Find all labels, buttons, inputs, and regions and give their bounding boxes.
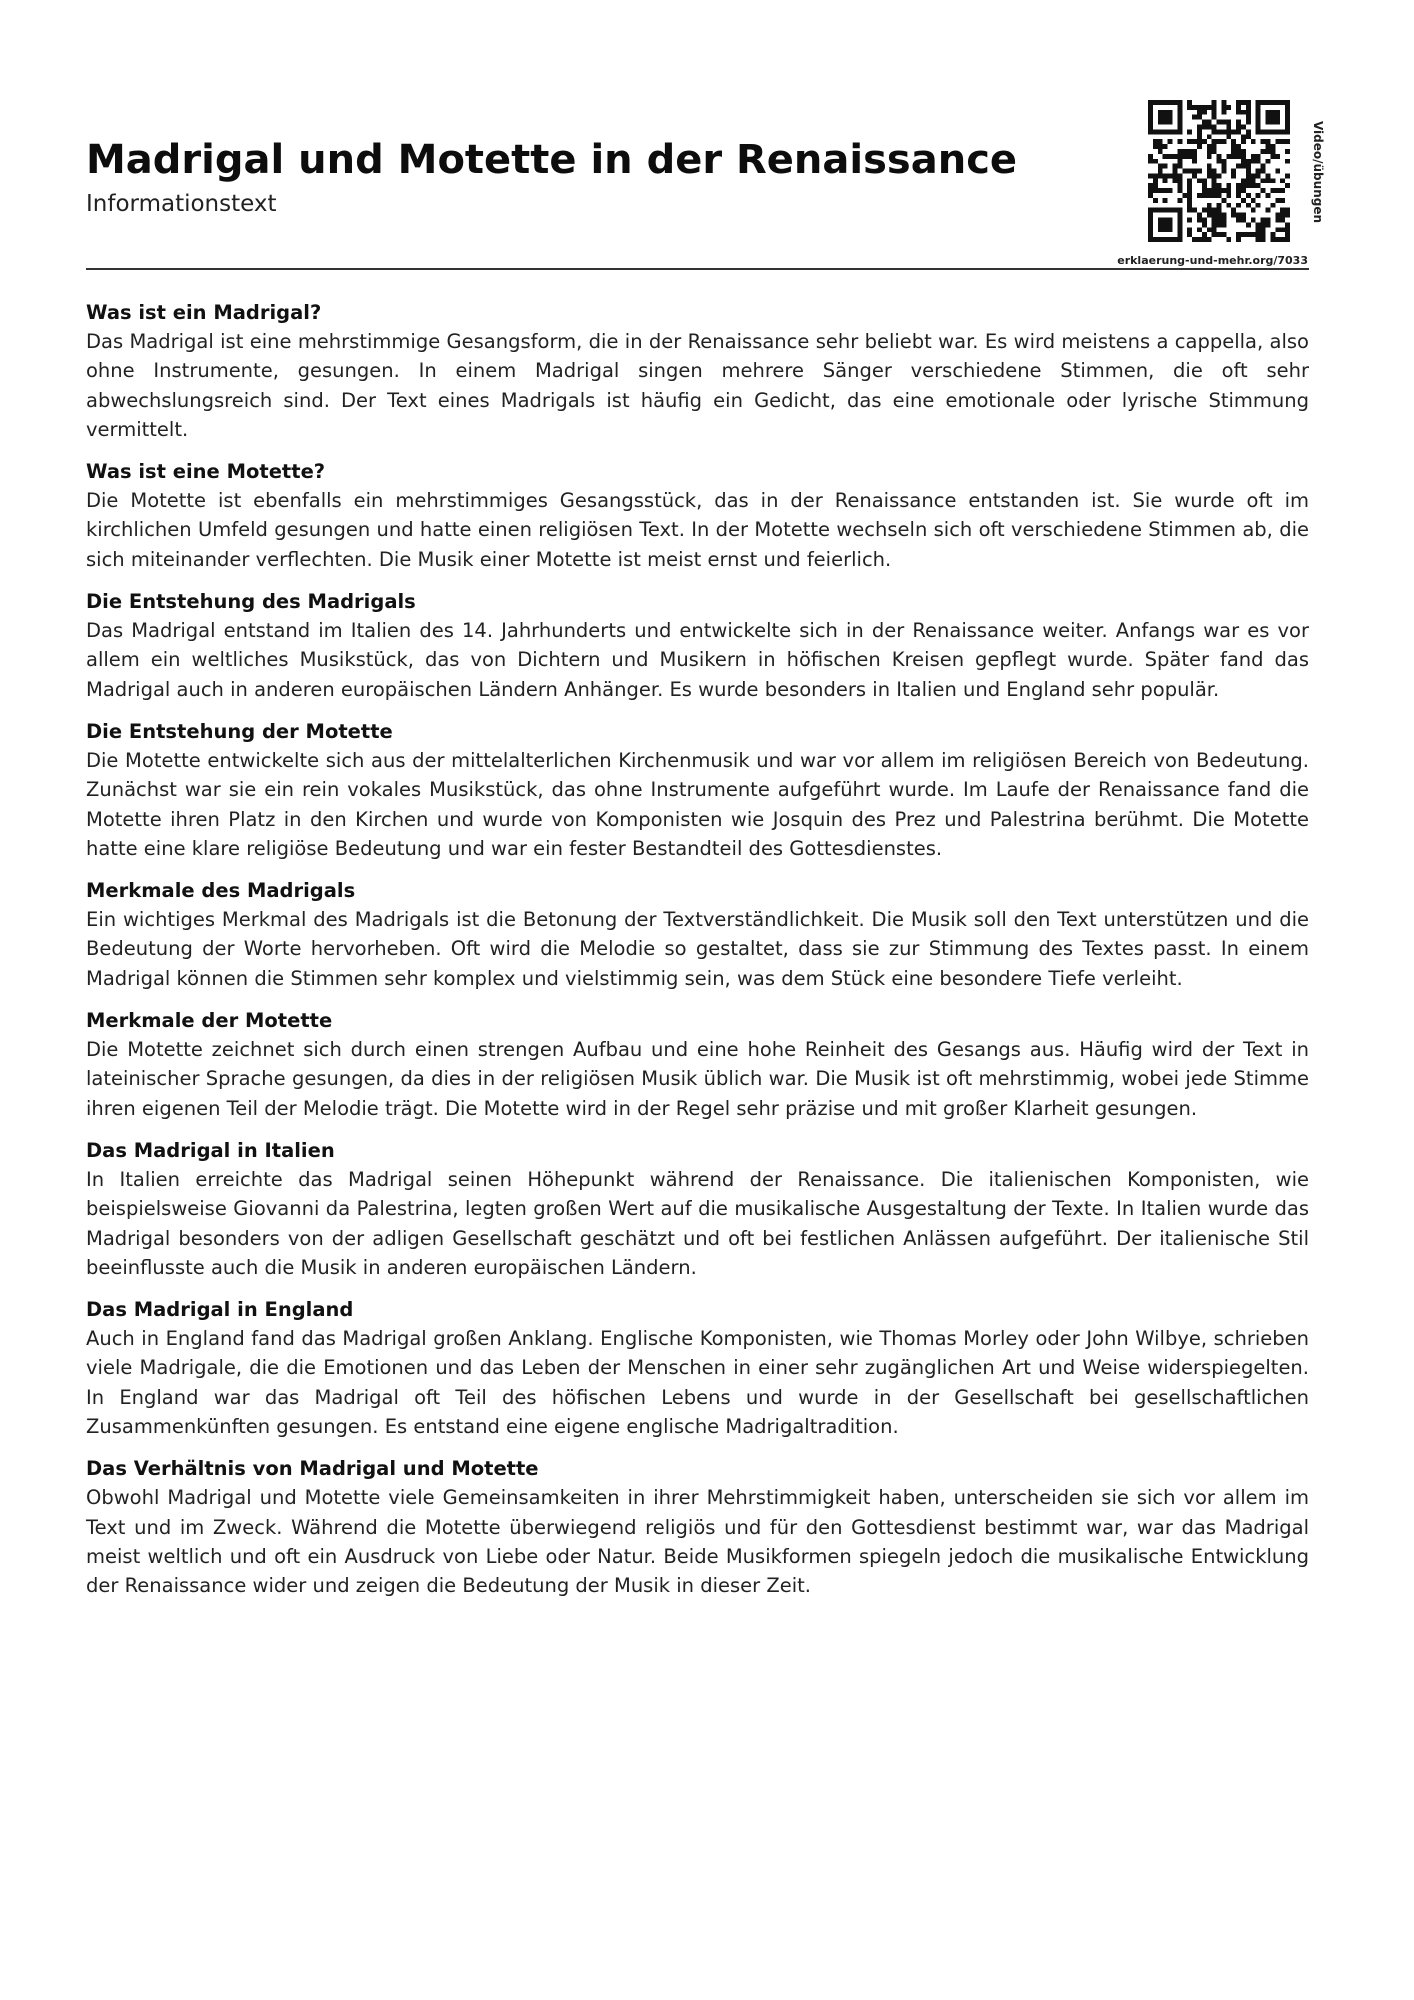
- qr-url-link[interactable]: erklaerung-und-mehr.org/7033: [1117, 254, 1308, 267]
- section-madrigal-italien: [86, 1136, 1309, 1282]
- qr-code-graphic: [1148, 100, 1290, 242]
- page-title: Madrigal und Motette in der Renaissance: [86, 137, 1018, 183]
- section-heading: Was ist eine Motette?: [86, 460, 326, 484]
- section-body: Ein wichtiges Merkmal des Madrigals ist die Betonung der Textverständlichkeit. Die Musik soll den Text unterstützen und die Bedeutung der Worte hervorheben. Oft wird die Melodie so gestaltet, dass sie zur Stimmung des Textes passt. In einem Madrigal können die Stimmen sehr komplex und vielstimmig sein, was dem Stück eine besondere Tiefe verleiht.: [86, 908, 1309, 990]
- qr-side-label: Video/übungen: [1311, 120, 1325, 224]
- section-body: In Italien erreichte das Madrigal seinen Höhepunkt während der Renaissance. Die italienischen Komponisten, wie beispielsweise Giovanni da Palestrina, legten großen Wert auf die musikalische Ausgestaltung der Texte. In Italien wurde das Madrigal besonders von der adligen Gesellschaft geschätzt und oft bei festlichen Anlässen aufgeführt. Der italienische Stil beeinflusste auch die Musik in anderen europäischen Ländern.: [86, 1167, 1309, 1279]
- section-heading: Die Entstehung des Madrigals: [86, 590, 416, 614]
- section-body: Obwohl Madrigal und Motette viele Gemeinsamkeiten in ihrer Mehrstimmigkeit haben, unterscheiden sie sich vor allem im Text und im Zweck. Während die Motette überwiegend religiös und für den Gottesdienst bestimmt war, war das Madrigal meist weltlich und oft ein Ausdruck von Liebe oder Natur. Beide Musikformen spiegeln jedoch die musikalische Entwicklung der Renaissance wider und zeigen die Bedeutung der Musik in dieser Zeit.: [86, 1486, 1309, 1598]
- section-body: Die Motette ist ebenfalls ein mehrstimmiges Gesangsstück, das in der Renaissance entstanden ist. Sie wurde oft im kirchlichen Umfeld gesungen und hatte einen religiösen Text. In der Motette wechseln sich oft verschiedene Stimmen ab, die sich miteinander verflechten. Die Musik einer Motette ist meist ernst und feierlich.: [86, 489, 1309, 571]
- section-body: Die Motette entwickelte sich aus der mittelalterlichen Kirchenmusik und war vor allem im religiösen Bereich von Bedeutung. Zunächst war sie ein rein vokales Musikstück, das ohne Instrumente aufgeführt wurde. Im Laufe der Renaissance fand die Motette ihren Platz in den Kirchen und wurde von Komponisten wie Josquin des Prez und Palestrina berühmt. Die Motette hatte eine klare religiöse Bedeutung und war ein fester Bestandteil des Gottesdienstes.: [86, 748, 1309, 860]
- section-verhaeltnis: [86, 1454, 1309, 1600]
- section-heading: Das Madrigal in Italien: [86, 1138, 335, 1162]
- section-heading: Merkmale der Motette: [86, 1009, 333, 1033]
- section-body: Das Madrigal entstand im Italien des 14. Jahrhunderts und entwickelte sich in der Renaissance weiter. Anfangs war es vor allem ein weltliches Musikstück, das von Dichtern und Musikern in höfischen Kreisen gepflegt wurde. Später fand das Madrigal auch in anderen europäischen Ländern Anhänger. Es wurde besonders in Italien und England sehr populär.: [86, 619, 1309, 701]
- info-text: [86, 298, 1309, 1614]
- section-entstehung-motette: [86, 717, 1309, 863]
- section-was-ist-ein-madrigal: [86, 298, 1309, 444]
- section-body: Auch in England fand das Madrigal großen Anklang. Englische Komponisten, wie Thomas Morley oder John Wilbye, schrieben viele Madrigale, die die Emotionen und das Leben der Menschen in einer sehr zugänglichen Art und Weise widerspiegelten. In England war das Madrigal oft Teil des höfischen Lebens und wurde in der Gesellschaft bei gesellschaftlichen Zusammenkünften gesungen. Es entstand eine eigene englische Madrigaltradition.: [86, 1327, 1309, 1439]
- section-merkmale-madrigal: [86, 876, 1309, 993]
- header-divider: [86, 268, 1309, 270]
- section-heading: Was ist ein Madrigal?: [86, 301, 322, 324]
- qr-code-icon[interactable]: [1148, 100, 1290, 242]
- section-heading: Merkmale des Madrigals: [86, 879, 356, 903]
- section-heading: Das Verhältnis von Madrigal und Motette: [86, 1457, 539, 1481]
- page-subtitle: Informationstext: [86, 191, 277, 217]
- section-body: Die Motette zeichnet sich durch einen strengen Aufbau und eine hohe Reinheit des Gesangs aus. Häufig wird der Text in lateinischer Sprache gesungen, da dies in der religiösen Musik üblich war. Die Musik ist oft mehrstimmig, wobei jede Stimme ihren eigenen Teil der Melodie trägt. Die Motette wird in der Regel sehr präzise und mit großer Klarheit gesungen.: [86, 1038, 1309, 1120]
- section-merkmale-motette: [86, 1006, 1309, 1123]
- section-entstehung-madrigal: [86, 587, 1309, 704]
- section-heading: Die Entstehung der Motette: [86, 719, 393, 743]
- section-heading: Das Madrigal in England: [86, 1298, 354, 1322]
- section-was-ist-eine-motette: [86, 457, 1309, 574]
- section-madrigal-england: [86, 1295, 1309, 1441]
- section-body: Das Madrigal ist eine mehrstimmige Gesangsform, die in der Renaissance sehr beliebt war. Es wird meistens a cappella, also ohne Instrumente, gesungen. In einem Madrigal singen mehrere Sänger verschiedene Stimmen, die oft sehr abwechslungsreich sind. Der Text eines Madrigals ist häufig ein Gedicht, das eine emotionale oder lyrische Stimmung vermittelt.: [86, 330, 1309, 441]
